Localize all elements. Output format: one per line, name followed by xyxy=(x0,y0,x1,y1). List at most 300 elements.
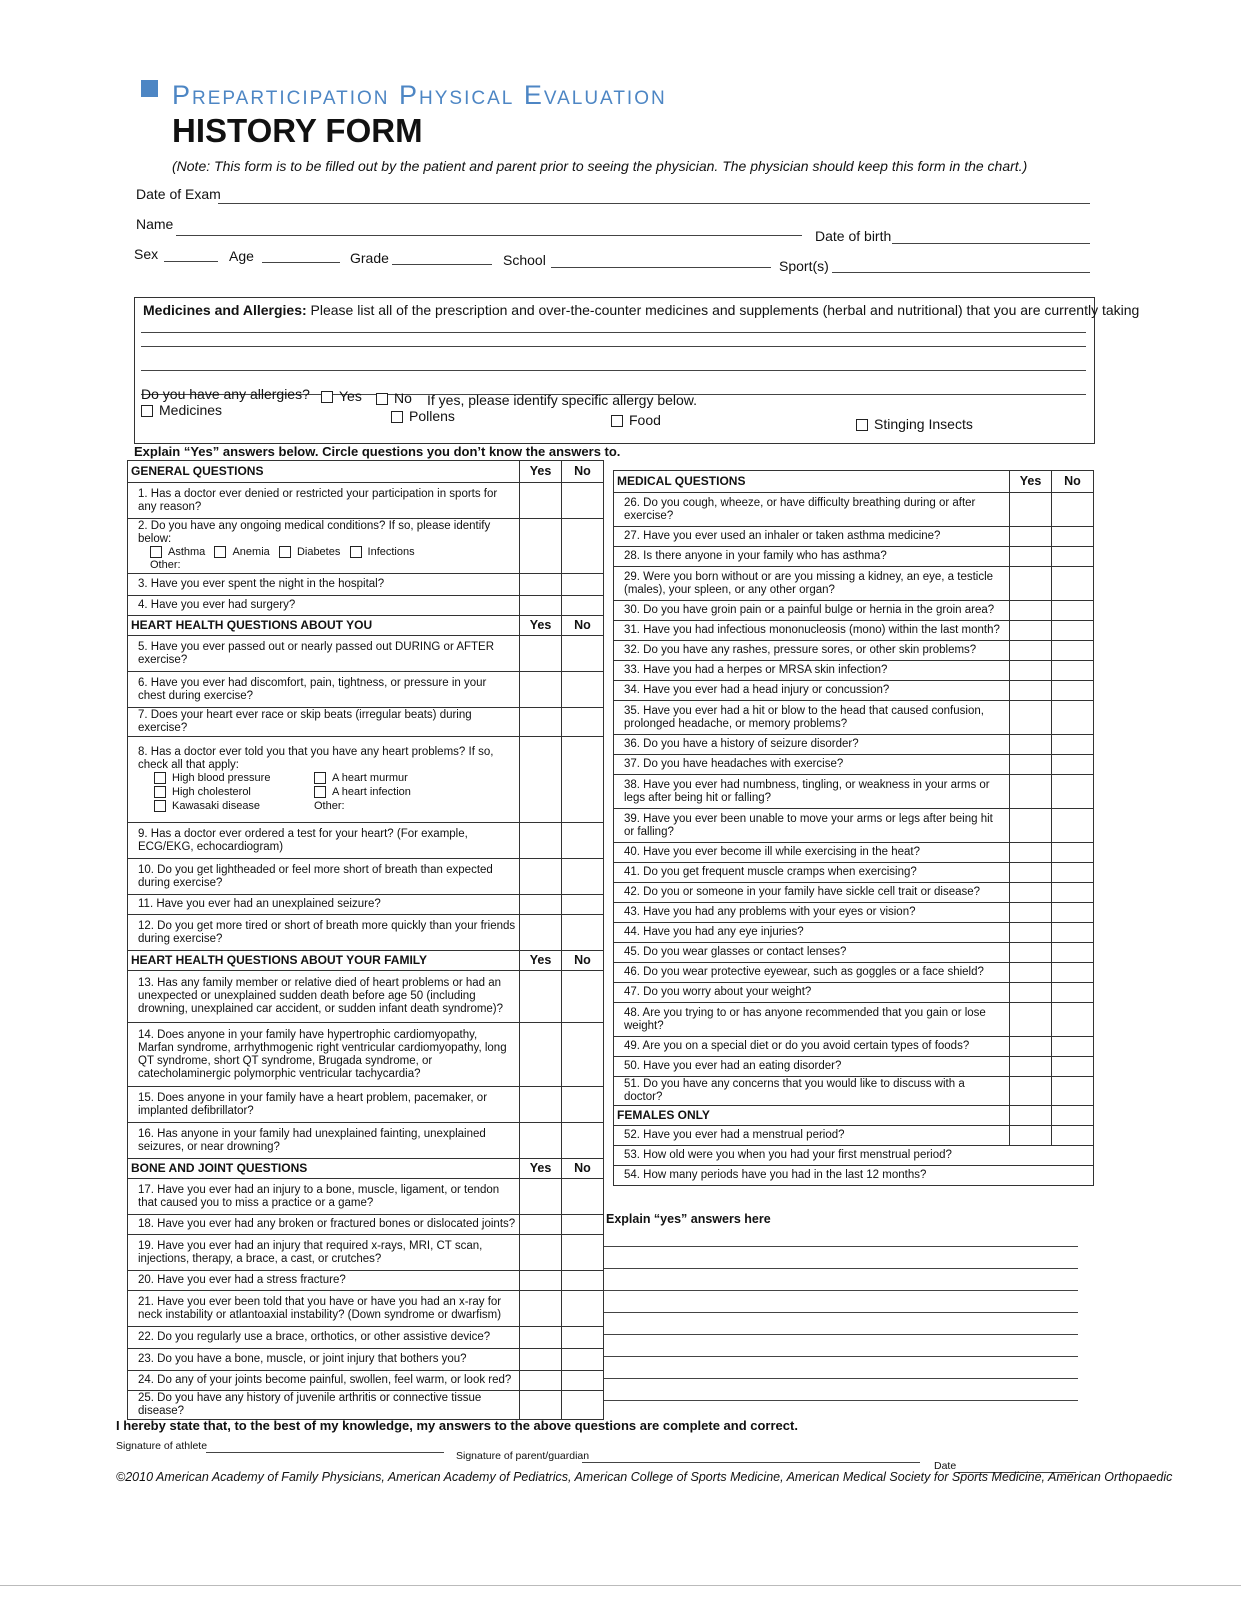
yes-cell[interactable] xyxy=(520,737,562,823)
question-text: 30. Do you have groin pain or a painful bulge or hernia in the groin area? xyxy=(614,601,1010,621)
yes-cell[interactable] xyxy=(520,574,562,596)
question-row xyxy=(614,661,1094,681)
question-text: 40. Have you ever become ill while exercising in the heat? xyxy=(614,843,1010,863)
allergy-question: Do you have any allergies? xyxy=(141,386,310,402)
question-text: 9. Has a doctor ever ordered a test for your heart? (For example, ECG/EKG, echocardiogram) xyxy=(128,823,520,859)
no-cell[interactable] xyxy=(562,737,604,823)
question-row xyxy=(614,1166,1094,1186)
yes-cell[interactable] xyxy=(520,1371,562,1391)
yes-cell[interactable] xyxy=(1010,775,1052,809)
explain-line[interactable] xyxy=(604,1356,1078,1357)
question-2-cell xyxy=(128,519,520,574)
question-text: 4. Have you ever had surgery? xyxy=(128,596,520,616)
no-cell[interactable] xyxy=(562,823,604,859)
yes-cell[interactable] xyxy=(1010,863,1052,883)
no-cell[interactable] xyxy=(1052,701,1094,735)
section-bone-joint-title: BONE AND JOINT QUESTIONS xyxy=(128,1159,520,1179)
section-females-title: FEMALES ONLY xyxy=(614,1106,1010,1126)
question-row xyxy=(128,574,604,596)
question-text: 47. Do you worry about your weight? xyxy=(614,983,1010,1003)
question-text: 19. Have you ever had an injury that required x-rays, MRI, CT scan, injections, therapy, a brace, a cast, or crutches? xyxy=(128,1235,520,1271)
yes-cell[interactable] xyxy=(1010,943,1052,963)
medicines-title-text: Please list all of the prescription and over-the-counter medicines and supplements (herbal and nutritional) that you are currently taking xyxy=(306,302,1140,318)
question-text: 25. Do you have any history of juvenile arthritis or connective tissue disease? xyxy=(128,1391,520,1420)
no-cell[interactable] xyxy=(1052,1003,1094,1037)
question-row xyxy=(128,1291,604,1327)
allergy-pollens-option[interactable] xyxy=(391,408,455,424)
question-row xyxy=(614,809,1094,843)
no-cell[interactable] xyxy=(1052,567,1094,601)
question-text: 14. Does anyone in your family have hypertrophic cardiomyopathy, Marfan syndrome, arrhythmogenic right ventricular cardiomyopathy, long QT syndrome, short QT syndrome, Brugada syndrome, or catecholaminergic polymorphic ventricular tachycardia? xyxy=(128,1023,520,1087)
yes-cell[interactable] xyxy=(520,1271,562,1291)
no-cell[interactable] xyxy=(562,1215,604,1235)
question-text: 35. Have you ever had a hit or blow to the head that caused confusion, prolonged headache, or memory problems? xyxy=(614,701,1010,735)
question-text[interactable]: 54. How many periods have you had in the last 12 months? xyxy=(614,1166,1094,1186)
question-row xyxy=(614,943,1094,963)
form-title-line1: Preparticipation Physical Evaluation xyxy=(172,80,667,110)
date-of-birth-field[interactable] xyxy=(892,243,1090,244)
no-cell[interactable] xyxy=(1052,963,1094,983)
yes-cell[interactable] xyxy=(1010,601,1052,621)
q8-option[interactable] xyxy=(314,772,474,785)
section-header-heart-family xyxy=(128,951,604,971)
question-text: 11. Have you ever had an unexplained seizure? xyxy=(128,895,520,915)
yes-cell[interactable] xyxy=(520,859,562,895)
no-cell[interactable] xyxy=(562,971,604,1023)
medicines-line-1[interactable] xyxy=(141,332,1086,333)
question-text: 49. Are you on a special diet or do you avoid certain types of foods? xyxy=(614,1037,1010,1057)
no-cell[interactable] xyxy=(562,1349,604,1371)
yes-cell[interactable] xyxy=(1010,641,1052,661)
diabetes-checkbox[interactable] xyxy=(279,546,291,558)
no-cell[interactable] xyxy=(1052,809,1094,843)
question-text: 17. Have you ever had an injury to a bone, muscle, ligament, or tendon that caused you to miss a practice or a game? xyxy=(128,1179,520,1215)
question-row xyxy=(128,1371,604,1391)
question-row xyxy=(128,672,604,708)
no-cell[interactable] xyxy=(1052,903,1094,923)
athlete-signature-field[interactable] xyxy=(206,1452,444,1453)
grade-label: Grade xyxy=(350,250,389,266)
no-cell[interactable] xyxy=(1052,681,1094,701)
page-bottom-rule xyxy=(0,1585,1241,1586)
grade-field[interactable] xyxy=(392,264,492,265)
yes-cell[interactable] xyxy=(520,1291,562,1327)
no-cell[interactable] xyxy=(1052,621,1094,641)
kawasaki-disease-checkbox[interactable] xyxy=(154,800,166,812)
q8-option[interactable] xyxy=(154,800,314,813)
yes-header: Yes xyxy=(520,461,562,483)
q8-option[interactable] xyxy=(154,772,314,785)
question-row xyxy=(614,923,1094,943)
section-heart-you-title: HEART HEALTH QUESTIONS ABOUT YOU xyxy=(128,616,520,636)
question-text: 12. Do you get more tired or short of breath more quickly than your friends during exercise? xyxy=(128,915,520,951)
no-cell[interactable] xyxy=(562,483,604,519)
question-row xyxy=(614,567,1094,601)
date-of-birth-label: Date of birth xyxy=(815,228,892,244)
no-cell[interactable] xyxy=(1052,943,1094,963)
date-signature-label: Date xyxy=(934,1460,957,1472)
yes-cell[interactable] xyxy=(520,1215,562,1235)
yes-cell[interactable] xyxy=(520,1087,562,1123)
no-cell[interactable] xyxy=(1052,641,1094,661)
allergy-pollens-checkbox[interactable] xyxy=(391,411,403,423)
question-text: 52. Have you ever had a menstrual period? xyxy=(614,1126,1010,1146)
header-square-icon xyxy=(141,80,158,97)
yes-cell[interactable] xyxy=(1010,843,1052,863)
question-row xyxy=(128,596,604,616)
no-cell[interactable] xyxy=(562,1023,604,1087)
question-text: 32. Do you have any rashes, pressure sores, or other skin problems? xyxy=(614,641,1010,661)
yes-cell[interactable] xyxy=(520,1391,562,1420)
yes-cell[interactable] xyxy=(1010,809,1052,843)
section-general-title: GENERAL QUESTIONS xyxy=(128,461,520,483)
no-cell[interactable] xyxy=(1052,843,1094,863)
no-cell[interactable] xyxy=(1052,923,1094,943)
explain-line[interactable] xyxy=(604,1246,1078,1247)
question-row xyxy=(614,493,1094,527)
no-header: No xyxy=(562,616,604,636)
parent-signature-field[interactable] xyxy=(582,1462,920,1463)
section-header-bone-joint xyxy=(128,1159,604,1179)
sex-field[interactable] xyxy=(164,261,218,262)
no-header: No xyxy=(562,951,604,971)
question-row xyxy=(128,1349,604,1371)
question-row xyxy=(128,708,604,737)
question-row xyxy=(614,983,1094,1003)
high-cholesterol-checkbox[interactable] xyxy=(154,786,166,798)
yes-cell[interactable] xyxy=(1010,1126,1052,1146)
question-text[interactable]: 53. How old were you when you had your first menstrual period? xyxy=(614,1146,1094,1166)
question-text: 13. Has any family member or relative died of heart problems or had an unexpected or unexplained sudden death before age 50 (including drowning, unexplained car accident, or sudden infant death syndrome)? xyxy=(128,971,520,1023)
allergy-pollens-label: Pollens xyxy=(409,408,455,424)
question-row xyxy=(128,895,604,915)
yes-cell[interactable] xyxy=(1010,527,1052,547)
explain-line[interactable] xyxy=(604,1312,1078,1313)
no-cell[interactable] xyxy=(562,1371,604,1391)
no-cell[interactable] xyxy=(1052,547,1094,567)
question-row xyxy=(614,601,1094,621)
no-cell[interactable] xyxy=(562,1087,604,1123)
no-cell[interactable] xyxy=(1052,493,1094,527)
no-cell[interactable] xyxy=(1052,661,1094,681)
question-text: 37. Do you have headaches with exercise? xyxy=(614,755,1010,775)
question-row xyxy=(128,823,604,859)
question-row xyxy=(128,1235,604,1271)
question-text: 38. Have you ever had numbness, tingling, or weakness in your arms or legs after being hit or falling? xyxy=(614,775,1010,809)
question-text: 20. Have you ever had a stress fracture? xyxy=(128,1271,520,1291)
question-row xyxy=(128,636,604,672)
yes-cell[interactable] xyxy=(520,1349,562,1371)
yes-cell[interactable] xyxy=(1010,903,1052,923)
yes-cell[interactable] xyxy=(520,708,562,737)
no-cell[interactable] xyxy=(1052,755,1094,775)
yes-cell[interactable] xyxy=(520,1327,562,1349)
q8-option-label: High cholesterol xyxy=(172,786,251,798)
no-cell[interactable] xyxy=(562,574,604,596)
no-cell[interactable] xyxy=(1052,735,1094,755)
question-row xyxy=(614,863,1094,883)
yes-cell[interactable] xyxy=(520,895,562,915)
question-text: 42. Do you or someone in your family have sickle cell trait or disease? xyxy=(614,883,1010,903)
no-cell[interactable] xyxy=(562,596,604,616)
no-cell[interactable] xyxy=(562,672,604,708)
q8-option[interactable] xyxy=(154,786,314,799)
no-cell[interactable] xyxy=(562,859,604,895)
question-text: 34. Have you ever had a head injury or concussion? xyxy=(614,681,1010,701)
yes-header: Yes xyxy=(520,616,562,636)
question-row xyxy=(614,1126,1094,1146)
sports-field[interactable] xyxy=(832,272,1090,273)
yes-header: Yes xyxy=(520,951,562,971)
yes-header: Yes xyxy=(520,1159,562,1179)
form-note: (Note: This form is to be filled out by the patient and parent prior to seeing the physician. The physician should keep this form in the chart.) xyxy=(172,158,1028,174)
yes-cell[interactable] xyxy=(1010,923,1052,943)
yes-cell[interactable] xyxy=(520,483,562,519)
no-cell[interactable] xyxy=(562,1271,604,1291)
form-title-line2: HISTORY FORM xyxy=(172,112,423,149)
yes-cell[interactable] xyxy=(1010,661,1052,681)
yes-cell[interactable] xyxy=(1010,883,1052,903)
no-cell[interactable] xyxy=(562,636,604,672)
copyright-notice: ©2010 American Academy of Family Physicians, American Academy of Pediatrics, American College of Sports Medicine, American Medical Society for Sports Medicine, American Orthopaedic xyxy=(116,1470,1173,1484)
allergy-no-checkbox[interactable] xyxy=(376,393,388,405)
question-text: 23. Do you have a bone, muscle, or joint injury that bothers you? xyxy=(128,1349,520,1371)
athlete-signature-label: Signature of athlete xyxy=(116,1440,208,1452)
question-text: 1. Has a doctor ever denied or restricted your participation in sports for any reason? xyxy=(128,483,520,519)
yes-cell[interactable] xyxy=(1010,681,1052,701)
yes-cell[interactable] xyxy=(520,672,562,708)
explain-instructions: Explain “Yes” answers below. Circle questions you don’t know the answers to. xyxy=(134,444,621,459)
heart-infection-checkbox[interactable] xyxy=(314,786,326,798)
left-questions-table xyxy=(127,460,604,1420)
yes-cell[interactable] xyxy=(520,1179,562,1215)
yes-cell[interactable] xyxy=(1010,983,1052,1003)
no-cell[interactable] xyxy=(562,519,604,574)
question-row xyxy=(614,1057,1094,1077)
no-cell[interactable] xyxy=(1052,601,1094,621)
question-text: 27. Have you ever used an inhaler or taken asthma medicine? xyxy=(614,527,1010,547)
question-text: 6. Have you ever had discomfort, pain, tightness, or pressure in your chest during exercise? xyxy=(128,672,520,708)
yes-cell[interactable] xyxy=(1010,735,1052,755)
question-row xyxy=(614,963,1094,983)
question-text: 44. Have you had any eye injuries? xyxy=(614,923,1010,943)
allergy-food-checkbox[interactable] xyxy=(611,415,623,427)
question-text: 5. Have you ever passed out or nearly passed out DURING or AFTER exercise? xyxy=(128,636,520,672)
allergy-insects-option[interactable] xyxy=(856,416,973,432)
infections-checkbox[interactable] xyxy=(350,546,362,558)
question-text: 2. Do you have any ongoing medical conditions? If so, please identify below: xyxy=(138,520,491,545)
allergy-medicines-label: Medicines xyxy=(159,402,223,418)
allergy-no-option[interactable] xyxy=(376,390,412,406)
explain-line[interactable] xyxy=(604,1378,1078,1379)
question-text: 15. Does anyone in your family have a heart problem, pacemaker, or implanted defibrillator? xyxy=(128,1087,520,1123)
diabetes-label: Diabetes xyxy=(296,546,341,558)
no-cell[interactable] xyxy=(562,895,604,915)
yes-cell[interactable] xyxy=(520,636,562,672)
question-text: 46. Do you wear protective eyewear, such as goggles or a face shield? xyxy=(614,963,1010,983)
no-cell[interactable] xyxy=(562,915,604,951)
question-text: 24. Do any of your joints become painful, swollen, feel warm, or look red? xyxy=(128,1371,520,1391)
explain-line[interactable] xyxy=(604,1400,1078,1401)
question-text: 51. Do you have any concerns that you would like to discuss with a doctor? xyxy=(614,1077,1010,1106)
sports-label: Sport(s) xyxy=(779,258,829,274)
anemia-checkbox[interactable] xyxy=(214,546,226,558)
age-label: Age xyxy=(229,248,254,264)
allergy-medicines-option[interactable] xyxy=(141,402,222,418)
question-row xyxy=(614,641,1094,661)
yes-cell[interactable] xyxy=(1010,755,1052,775)
explain-yes-label: Explain “yes” answers here xyxy=(606,1212,771,1226)
no-header: No xyxy=(562,461,604,483)
question-row xyxy=(614,735,1094,755)
no-cell[interactable] xyxy=(1052,527,1094,547)
no-cell[interactable] xyxy=(1052,1057,1094,1077)
yes-cell[interactable] xyxy=(520,1023,562,1087)
question-text: 43. Have you had any problems with your eyes or vision? xyxy=(614,903,1010,923)
q2-other: Other: xyxy=(150,559,181,571)
no-cell[interactable] xyxy=(562,1123,604,1159)
name-label: Name xyxy=(136,216,174,232)
yes-cell[interactable] xyxy=(1010,621,1052,641)
allergy-medicines-checkbox[interactable] xyxy=(141,405,153,417)
allergy-identify-text: If yes, please identify specific allergy below. xyxy=(427,392,698,408)
no-cell[interactable] xyxy=(562,708,604,737)
allergy-food-option[interactable] xyxy=(611,412,661,428)
question-row xyxy=(614,843,1094,863)
yes-cell[interactable] xyxy=(1010,567,1052,601)
asthma-label: Asthma xyxy=(168,546,206,558)
high-blood-pressure-checkbox[interactable] xyxy=(154,772,166,784)
no-cell[interactable] xyxy=(1052,883,1094,903)
question-row xyxy=(614,1077,1094,1106)
question-text: 18. Have you ever had any broken or fractured bones or dislocated joints? xyxy=(128,1215,520,1235)
question-row xyxy=(614,1037,1094,1057)
explain-line[interactable] xyxy=(604,1268,1078,1269)
header-blank-cell xyxy=(1010,1106,1052,1126)
yes-cell[interactable] xyxy=(1010,701,1052,735)
allergy-yes-checkbox[interactable] xyxy=(321,391,333,403)
medicines-line-2[interactable] xyxy=(141,346,1086,347)
no-cell[interactable] xyxy=(562,1327,604,1349)
q8-option-label: A heart infection xyxy=(332,786,411,798)
no-cell[interactable] xyxy=(1052,983,1094,1003)
question-row xyxy=(128,1327,604,1349)
question-text: 16. Has anyone in your family had unexplained fainting, unexplained seizures, or near drowning? xyxy=(128,1123,520,1159)
yes-cell[interactable] xyxy=(1010,547,1052,567)
allergy-insects-label: Stinging Insects xyxy=(874,416,973,432)
question-row xyxy=(614,883,1094,903)
question-row xyxy=(614,681,1094,701)
question-row xyxy=(128,915,604,951)
question-text: 48. Are you trying to or has anyone recommended that you gain or lose weight? xyxy=(614,1003,1010,1037)
name-field[interactable] xyxy=(176,235,802,236)
question-text: 8. Has a doctor ever told you that you have any heart problems? If so, check all that apply: xyxy=(138,746,494,771)
no-cell[interactable] xyxy=(562,1291,604,1327)
q8-options xyxy=(138,772,516,813)
allergy-insects-checkbox[interactable] xyxy=(856,419,868,431)
question-text: 39. Have you ever been unable to move your arms or legs after being hit or falling? xyxy=(614,809,1010,843)
no-cell[interactable] xyxy=(562,1391,604,1420)
no-cell[interactable] xyxy=(562,1235,604,1271)
school-field[interactable] xyxy=(551,267,771,268)
no-header: No xyxy=(562,1159,604,1179)
section-heart-family-title: HEART HEALTH QUESTIONS ABOUT YOUR FAMILY xyxy=(128,951,520,971)
medicines-line-3[interactable] xyxy=(141,370,1086,371)
question-text: 21. Have you ever been told that you have or have you had an x-ray for neck instability or atlantoaxial instability? (Down syndrome or dwarfism) xyxy=(128,1291,520,1327)
question-text: 22. Do you regularly use a brace, orthotics, or other assistive device? xyxy=(128,1327,520,1349)
right-questions-table xyxy=(613,470,1094,1186)
yes-cell[interactable] xyxy=(1010,1077,1052,1106)
question-row xyxy=(614,903,1094,923)
yes-cell[interactable] xyxy=(1010,1057,1052,1077)
yes-cell[interactable] xyxy=(520,519,562,574)
question-row xyxy=(128,859,604,895)
question-row xyxy=(128,737,604,823)
yes-cell[interactable] xyxy=(520,823,562,859)
medicines-title-bold: Medicines and Allergies: xyxy=(143,302,307,318)
question-row xyxy=(128,483,604,519)
age-field[interactable] xyxy=(262,262,340,263)
question-text: 26. Do you cough, wheeze, or have difficulty breathing during or after exercise? xyxy=(614,493,1010,527)
no-cell[interactable] xyxy=(1052,1037,1094,1057)
school-label: School xyxy=(503,252,546,268)
question-row xyxy=(614,527,1094,547)
yes-cell[interactable] xyxy=(520,1235,562,1271)
question-text: 3. Have you ever spent the night in the hospital? xyxy=(128,574,520,596)
question-row xyxy=(614,1146,1094,1166)
asthma-checkbox[interactable] xyxy=(150,546,162,558)
yes-cell[interactable] xyxy=(520,596,562,616)
question-text: 33. Have you had a herpes or MRSA skin infection? xyxy=(614,661,1010,681)
question-row xyxy=(128,1179,604,1215)
question-text: 31. Have you had infectious mononucleosis (mono) within the last month? xyxy=(614,621,1010,641)
no-cell[interactable] xyxy=(1052,863,1094,883)
allergy-yes-label: Yes xyxy=(339,388,362,404)
parent-signature-label: Signature of parent/guardian xyxy=(456,1450,590,1462)
yes-cell[interactable] xyxy=(1010,963,1052,983)
no-cell[interactable] xyxy=(1052,775,1094,809)
question-text: 36. Do you have a history of seizure disorder? xyxy=(614,735,1010,755)
date-of-exam-field[interactable] xyxy=(218,203,1090,204)
infections-label: Infections xyxy=(367,546,415,558)
no-cell[interactable] xyxy=(1052,1126,1094,1146)
no-cell[interactable] xyxy=(1052,1077,1094,1106)
no-header: No xyxy=(1052,471,1094,493)
section-medical-title: MEDICAL QUESTIONS xyxy=(614,471,1010,493)
allergy-no-label: No xyxy=(394,390,412,406)
allergy-yes-option[interactable] xyxy=(321,388,362,404)
question-row xyxy=(614,547,1094,567)
explain-line[interactable] xyxy=(604,1334,1078,1335)
section-header-medical xyxy=(614,471,1094,493)
question-row xyxy=(614,775,1094,809)
yes-cell[interactable] xyxy=(520,915,562,951)
explain-line[interactable] xyxy=(604,1290,1078,1291)
yes-cell[interactable] xyxy=(1010,1003,1052,1037)
yes-cell[interactable] xyxy=(520,1123,562,1159)
q8-option[interactable] xyxy=(314,786,474,799)
heart-murmur-checkbox[interactable] xyxy=(314,772,326,784)
yes-cell[interactable] xyxy=(520,971,562,1023)
yes-cell[interactable] xyxy=(1010,1037,1052,1057)
sex-label: Sex xyxy=(134,246,159,262)
no-cell[interactable] xyxy=(562,1179,604,1215)
question-row xyxy=(614,755,1094,775)
question-row xyxy=(128,1391,604,1420)
question-text: 41. Do you get frequent muscle cramps when exercising? xyxy=(614,863,1010,883)
section-header-heart-you xyxy=(128,616,604,636)
yes-cell[interactable] xyxy=(1010,493,1052,527)
